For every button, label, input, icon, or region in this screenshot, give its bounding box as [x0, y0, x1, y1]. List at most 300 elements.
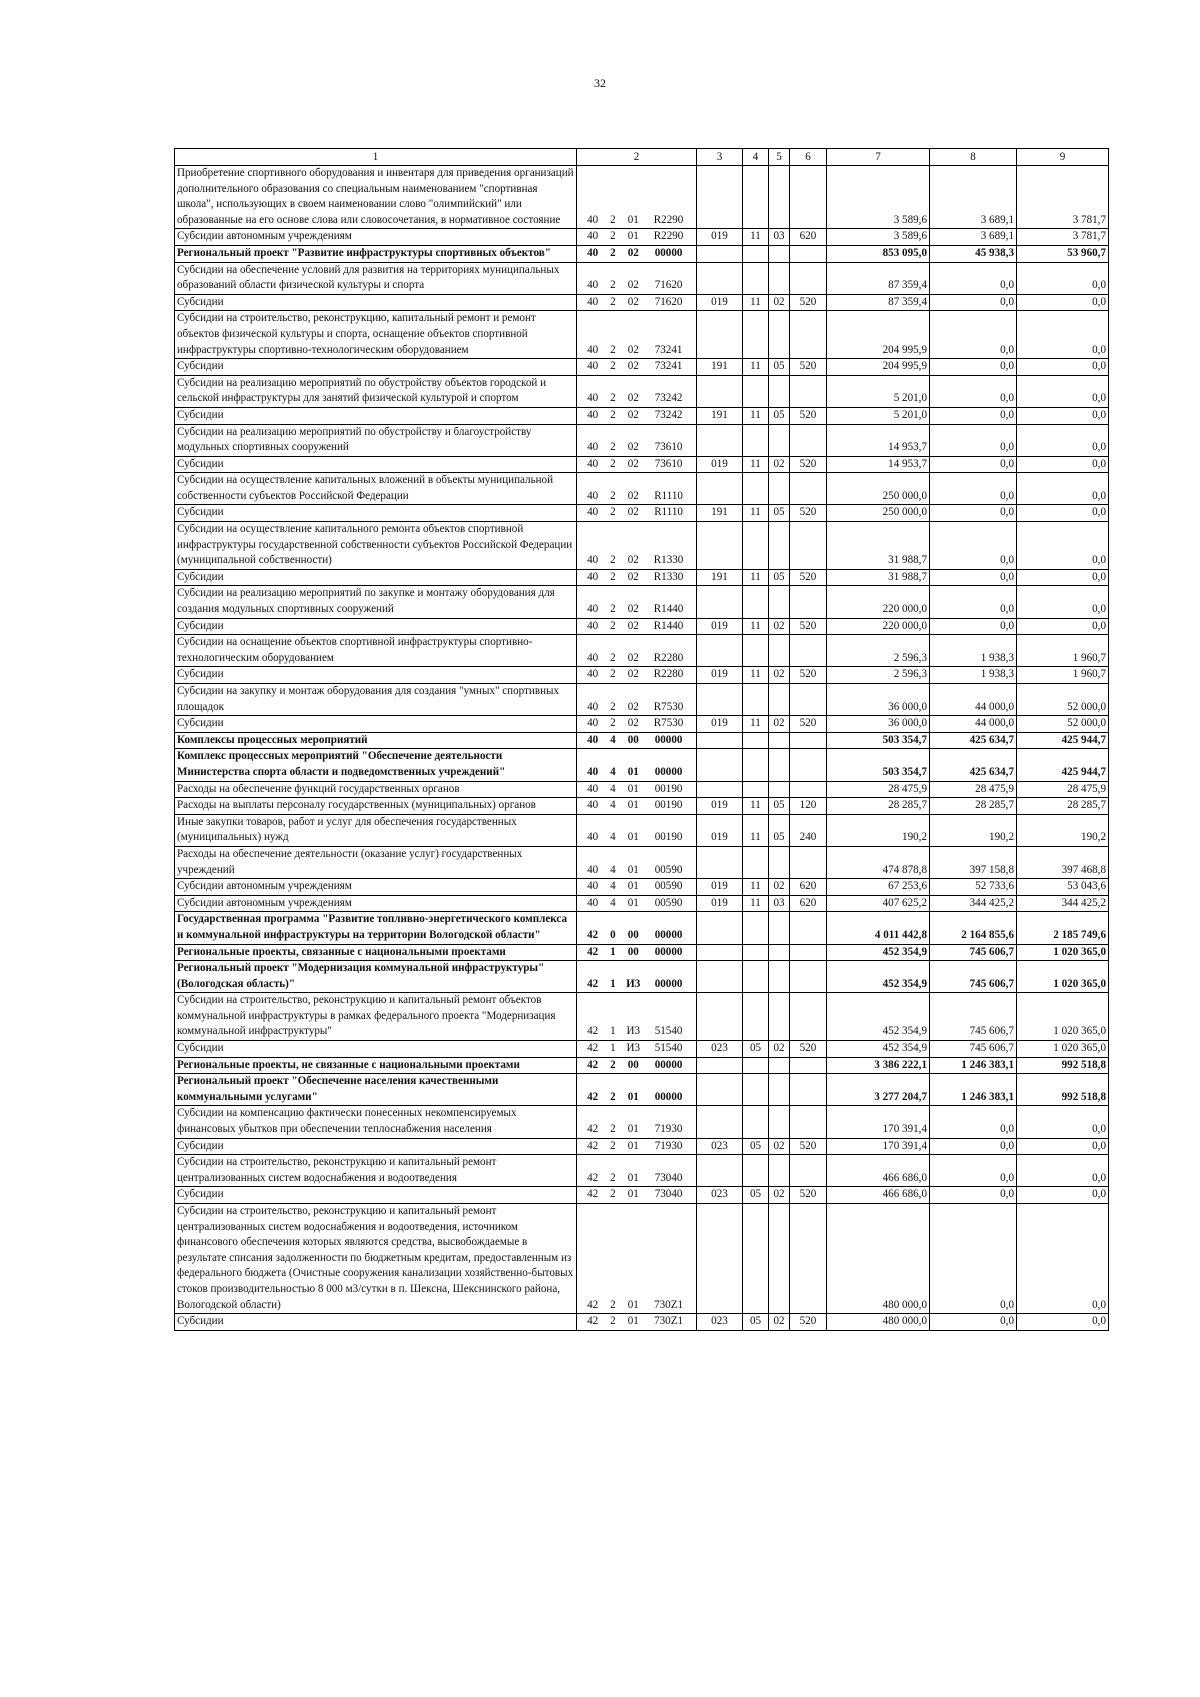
section-code	[743, 1204, 769, 1314]
code-part-p2: 2	[610, 230, 616, 243]
table-row	[175, 505, 1109, 522]
code-part-p2: 2	[610, 506, 616, 519]
amount-year-1: 3 589,6	[827, 166, 930, 229]
program-code-parts	[579, 343, 694, 359]
code-part-p2: 2	[610, 295, 616, 308]
section-code	[743, 732, 769, 749]
section-code: 11	[743, 667, 769, 684]
code-part-p4: 71620	[654, 295, 683, 308]
amount-year-1: 14 953,7	[827, 456, 930, 473]
expense-type-code	[790, 635, 827, 667]
program-code-parts	[579, 213, 694, 229]
code-part-p1: 40	[587, 295, 599, 308]
amount-year-3: 52 000,0	[1017, 716, 1109, 733]
amount-year-1: 2 596,3	[827, 667, 930, 684]
amount-year-3: 0,0	[1017, 407, 1109, 424]
expense-type-code: 120	[790, 798, 827, 815]
row-name: Субсидии автономным учреждениям	[175, 895, 577, 912]
table-row	[175, 407, 1109, 424]
code-part-p3: 02	[627, 392, 639, 405]
code-part-p2: 2	[610, 1123, 616, 1136]
grbs-code	[697, 781, 743, 798]
code-part-p3: 01	[627, 831, 639, 844]
code-part-p2: 2	[610, 441, 616, 454]
program-code-parts	[579, 570, 694, 586]
header-col-7: 7	[827, 149, 930, 166]
amount-year-1: 204 995,9	[827, 359, 930, 376]
program-code-parts	[579, 440, 694, 456]
table-row	[175, 473, 1109, 505]
section-code: 11	[743, 879, 769, 896]
section-code	[743, 1074, 769, 1106]
program-code	[577, 569, 697, 586]
section-code: 11	[743, 814, 769, 846]
amount-year-2: 0,0	[930, 522, 1017, 570]
amount-year-3: 425 944,7	[1017, 749, 1109, 781]
code-part-p2: 0	[610, 928, 616, 941]
amount-year-2: 1 246 383,1	[930, 1057, 1017, 1074]
code-part-p4: 73040	[654, 1171, 683, 1184]
table-row	[175, 846, 1109, 878]
amount-year-3: 52 000,0	[1017, 684, 1109, 716]
row-name: Государственная программа "Развитие топливно-энергетического комплекса и коммунальной инфраструктуры на территории Вологодской области"	[175, 912, 577, 944]
amount-year-1: 3 277 204,7	[827, 1074, 930, 1106]
code-part-p3: 00	[627, 928, 639, 941]
table-row	[175, 229, 1109, 246]
grbs-code: 019	[697, 667, 743, 684]
row-name: Расходы на выплаты персоналу государственных (муниципальных) органов	[175, 798, 577, 815]
code-part-p1: 42	[587, 1123, 599, 1136]
section-code	[743, 1057, 769, 1074]
expense-type-code	[790, 1106, 827, 1138]
section-code	[743, 684, 769, 716]
amount-year-1: 67 253,6	[827, 879, 930, 896]
section-code: 05	[743, 1041, 769, 1058]
code-part-p2: 2	[610, 1298, 616, 1311]
table-row	[175, 294, 1109, 311]
page-number: 32	[594, 76, 606, 90]
row-name: Субсидии	[175, 1314, 577, 1331]
amount-year-1: 480 000,0	[827, 1314, 930, 1331]
header-col-9: 9	[1017, 149, 1109, 166]
program-code	[577, 166, 697, 229]
code-part-p1: 40	[587, 246, 599, 259]
amount-year-3: 0,0	[1017, 1106, 1109, 1138]
code-part-p4: R1330	[653, 570, 684, 583]
grbs-code: 019	[697, 716, 743, 733]
table-row	[175, 1138, 1109, 1155]
row-name: Региональный проект "Модернизация коммунальной инфраструктуры" (Вологодская область)"	[175, 961, 577, 993]
program-code	[577, 1204, 697, 1314]
amount-year-2: 2 164 855,6	[930, 912, 1017, 944]
code-part-p2: 2	[610, 554, 616, 567]
grbs-code	[697, 635, 743, 667]
expense-type-code: 520	[790, 618, 827, 635]
subsection-code	[769, 781, 790, 798]
code-part-p1: 42	[587, 1042, 599, 1055]
amount-year-3: 992 518,8	[1017, 1074, 1109, 1106]
row-name: Субсидии	[175, 1187, 577, 1204]
section-code	[743, 993, 769, 1041]
code-part-p4: 730Z1	[654, 1315, 684, 1328]
code-part-p1: 40	[587, 489, 599, 502]
amount-year-3: 0,0	[1017, 359, 1109, 376]
code-part-p3: 01	[627, 1139, 639, 1152]
grbs-code	[697, 586, 743, 618]
code-part-p2: 2	[610, 1058, 616, 1071]
amount-year-1: 5 201,0	[827, 375, 930, 407]
code-part-p4: 73241	[654, 360, 683, 373]
row-name: Субсидии	[175, 359, 577, 376]
table-header-row	[175, 149, 1109, 166]
header-col-1: 1	[175, 149, 577, 166]
code-part-p3: 01	[627, 1090, 639, 1103]
table-body	[175, 166, 1109, 1331]
amount-year-2: 0,0	[930, 375, 1017, 407]
expense-type-code: 620	[790, 879, 827, 896]
code-part-p2: 1	[610, 1025, 616, 1038]
program-code-parts	[579, 391, 694, 407]
code-part-p2: 2	[610, 360, 616, 373]
code-part-p3: 00	[627, 733, 639, 746]
section-code	[743, 781, 769, 798]
code-part-p4: 00190	[654, 782, 683, 795]
expense-type-code: 520	[790, 1138, 827, 1155]
program-code	[577, 749, 697, 781]
table-row	[175, 798, 1109, 815]
section-code	[743, 166, 769, 229]
section-code	[743, 1155, 769, 1187]
program-code-parts	[579, 879, 694, 895]
code-part-p1: 40	[587, 408, 599, 421]
code-part-p2: 2	[610, 668, 616, 681]
table-row	[175, 1155, 1109, 1187]
code-part-p4: 73241	[654, 343, 683, 356]
program-code	[577, 311, 697, 359]
section-code: 11	[743, 569, 769, 586]
grbs-code: 023	[697, 1314, 743, 1331]
amount-year-2: 45 938,3	[930, 245, 1017, 262]
subsection-code: 02	[769, 1041, 790, 1058]
expense-type-code	[790, 912, 827, 944]
code-part-p1: 40	[587, 603, 599, 616]
code-part-p3: 02	[627, 570, 639, 583]
amount-year-3: 0,0	[1017, 294, 1109, 311]
amount-year-2: 0,0	[930, 473, 1017, 505]
table-row	[175, 262, 1109, 294]
row-name: Расходы на обеспечение деятельности (оказание услуг) государственных учреждений	[175, 846, 577, 878]
expense-type-code: 620	[790, 229, 827, 246]
expense-type-code	[790, 1204, 827, 1314]
amount-year-1: 31 988,7	[827, 522, 930, 570]
table-row	[175, 359, 1109, 376]
amount-year-3: 1 960,7	[1017, 635, 1109, 667]
row-name: Субсидии	[175, 667, 577, 684]
row-name: Субсидии на строительство, реконструкцию и капитальный ремонт централизованных систем водоснабжения и водоотведения	[175, 1155, 577, 1187]
amount-year-3: 992 518,8	[1017, 1057, 1109, 1074]
amount-year-3: 3 781,7	[1017, 166, 1109, 229]
code-part-p1: 40	[587, 831, 599, 844]
amount-year-2: 0,0	[930, 294, 1017, 311]
amount-year-2: 44 000,0	[930, 684, 1017, 716]
header-col-5: 5	[769, 149, 790, 166]
code-part-p4: 00000	[654, 1090, 683, 1103]
code-part-p4: 00000	[654, 977, 683, 990]
amount-year-3: 0,0	[1017, 505, 1109, 522]
amount-year-3: 0,0	[1017, 424, 1109, 456]
section-code	[743, 375, 769, 407]
subsection-code: 02	[769, 879, 790, 896]
code-part-p3: 02	[627, 457, 639, 470]
section-code: 11	[743, 895, 769, 912]
code-part-p1: 42	[587, 945, 599, 958]
program-code	[577, 1187, 697, 1204]
amount-year-2: 0,0	[930, 569, 1017, 586]
amount-year-3: 1 020 365,0	[1017, 1041, 1109, 1058]
program-code	[577, 798, 697, 815]
program-code	[577, 732, 697, 749]
amount-year-2: 3 689,1	[930, 229, 1017, 246]
amount-year-2: 397 158,8	[930, 846, 1017, 878]
program-code	[577, 781, 697, 798]
row-name: Субсидии на осуществление капитальных вложений в объекты муниципальной собственности субъектов Российской Федерации	[175, 473, 577, 505]
subsection-code: 02	[769, 456, 790, 473]
row-name: Субсидии на компенсацию фактически понесенных некомпенсируемых финансовых убытков при обеспечении теплоснабжения населения	[175, 1106, 577, 1138]
subsection-code	[769, 424, 790, 456]
amount-year-1: 250 000,0	[827, 473, 930, 505]
grbs-code	[697, 166, 743, 229]
code-part-p2: 2	[610, 489, 616, 502]
program-code	[577, 667, 697, 684]
table-row	[175, 618, 1109, 635]
amount-year-1: 503 354,7	[827, 732, 930, 749]
amount-year-1: 466 686,0	[827, 1155, 930, 1187]
code-part-p4: 73242	[654, 392, 683, 405]
table-row	[175, 245, 1109, 262]
expense-type-code	[790, 311, 827, 359]
row-name: Субсидии на реализацию мероприятий по обустройству объектов городской и сельской инфраструктуры для занятий физической культурой и спортом	[175, 375, 577, 407]
amount-year-1: 3 589,6	[827, 229, 930, 246]
program-code	[577, 635, 697, 667]
program-code	[577, 262, 697, 294]
table-row	[175, 667, 1109, 684]
program-code-parts	[579, 651, 694, 667]
amount-year-2: 0,0	[930, 262, 1017, 294]
program-code	[577, 359, 697, 376]
row-name: Расходы на обеспечение функций государственных органов	[175, 781, 577, 798]
subsection-code: 03	[769, 229, 790, 246]
expense-type-code	[790, 166, 827, 229]
code-part-p3: 00	[627, 945, 639, 958]
grbs-code: 191	[697, 359, 743, 376]
amount-year-3: 1 020 365,0	[1017, 961, 1109, 993]
amount-year-3: 28 475,9	[1017, 781, 1109, 798]
code-part-p1: 40	[587, 570, 599, 583]
amount-year-2: 3 689,1	[930, 166, 1017, 229]
code-part-p4: 00590	[654, 880, 683, 893]
code-part-p1: 40	[587, 765, 599, 778]
program-code-parts	[579, 278, 694, 294]
amount-year-1: 28 285,7	[827, 798, 930, 815]
code-part-p1: 40	[587, 619, 599, 632]
subsection-code: 05	[769, 359, 790, 376]
header-col-2: 2	[577, 149, 697, 166]
subsection-code: 05	[769, 569, 790, 586]
program-code-parts	[579, 408, 694, 424]
subsection-code	[769, 846, 790, 878]
grbs-code: 019	[697, 798, 743, 815]
expense-type-code	[790, 1074, 827, 1106]
amount-year-1: 190,2	[827, 814, 930, 846]
program-code	[577, 229, 697, 246]
code-part-p1: 42	[587, 1090, 599, 1103]
grbs-code: 019	[697, 618, 743, 635]
code-part-p1: 40	[587, 457, 599, 470]
code-part-p1: 40	[587, 651, 599, 664]
expense-type-code: 520	[790, 294, 827, 311]
code-part-p3: 02	[627, 279, 639, 292]
code-part-p4: 71930	[654, 1123, 683, 1136]
program-code-parts	[579, 602, 694, 618]
code-part-p2: 2	[610, 1171, 616, 1184]
amount-year-2: 425 634,7	[930, 732, 1017, 749]
amount-year-2: 52 733,6	[930, 879, 1017, 896]
code-part-p4: 730Z1	[654, 1298, 684, 1311]
expense-type-code: 520	[790, 1041, 827, 1058]
program-code	[577, 944, 697, 961]
amount-year-1: 220 000,0	[827, 586, 930, 618]
row-name: Региональный проект "Развитие инфраструктуры спортивных объектов"	[175, 245, 577, 262]
expense-type-code	[790, 375, 827, 407]
budget-table	[174, 148, 1109, 1331]
program-code-parts	[579, 733, 694, 749]
amount-year-1: 452 354,9	[827, 993, 930, 1041]
table-row	[175, 944, 1109, 961]
code-part-p2: 2	[610, 603, 616, 616]
amount-year-3: 0,0	[1017, 1187, 1109, 1204]
amount-year-3: 0,0	[1017, 473, 1109, 505]
table-row	[175, 895, 1109, 912]
code-part-p3: 02	[627, 343, 639, 356]
grbs-code	[697, 522, 743, 570]
grbs-code	[697, 1057, 743, 1074]
section-code	[743, 311, 769, 359]
program-code	[577, 522, 697, 570]
program-code-parts	[579, 928, 694, 944]
subsection-code	[769, 912, 790, 944]
code-part-p4: R2290	[653, 213, 684, 226]
grbs-code	[697, 732, 743, 749]
grbs-code: 019	[697, 229, 743, 246]
code-part-p2: 2	[610, 717, 616, 730]
program-code-parts	[579, 457, 694, 473]
section-code	[743, 473, 769, 505]
code-part-p2: 4	[610, 831, 616, 844]
code-part-p4: 00190	[654, 831, 683, 844]
program-code	[577, 456, 697, 473]
amount-year-1: 452 354,9	[827, 961, 930, 993]
code-part-p3: 00	[627, 1058, 639, 1071]
section-code	[743, 961, 769, 993]
expense-type-code	[790, 1057, 827, 1074]
amount-year-3: 0,0	[1017, 311, 1109, 359]
code-part-p3: 01	[627, 765, 639, 778]
table-row	[175, 993, 1109, 1041]
subsection-code	[769, 1204, 790, 1314]
code-part-p2: 2	[610, 392, 616, 405]
subsection-code	[769, 993, 790, 1041]
code-part-p3: 02	[627, 668, 639, 681]
amount-year-3: 1 020 365,0	[1017, 944, 1109, 961]
grbs-code: 019	[697, 814, 743, 846]
subsection-code: 05	[769, 798, 790, 815]
grbs-code: 019	[697, 895, 743, 912]
code-part-p2: 1	[610, 1042, 616, 1055]
code-part-p1: 42	[587, 1171, 599, 1184]
program-code	[577, 1057, 697, 1074]
amount-year-2: 0,0	[930, 586, 1017, 618]
table-row	[175, 456, 1109, 473]
program-code	[577, 1138, 697, 1155]
program-code-parts	[579, 489, 694, 505]
grbs-code	[697, 262, 743, 294]
amount-year-1: 170 391,4	[827, 1106, 930, 1138]
code-part-p2: 2	[610, 1188, 616, 1201]
program-code	[577, 505, 697, 522]
expense-type-code: 520	[790, 505, 827, 522]
amount-year-2: 44 000,0	[930, 716, 1017, 733]
program-code	[577, 912, 697, 944]
section-code	[743, 262, 769, 294]
code-part-p4: 73242	[654, 408, 683, 421]
grbs-code: 191	[697, 569, 743, 586]
code-part-p3: 02	[627, 246, 639, 259]
program-code-parts	[579, 716, 694, 732]
section-code	[743, 749, 769, 781]
code-part-p4: R1110	[654, 506, 683, 519]
expense-type-code	[790, 684, 827, 716]
code-part-p1: 40	[587, 880, 599, 893]
amount-year-2: 745 606,7	[930, 961, 1017, 993]
grbs-code: 191	[697, 505, 743, 522]
program-code-parts	[579, 619, 694, 635]
amount-year-1: 452 354,9	[827, 1041, 930, 1058]
section-code	[743, 245, 769, 262]
code-part-p2: 4	[610, 880, 616, 893]
grbs-code	[697, 311, 743, 359]
program-code-parts	[579, 945, 694, 961]
amount-year-2: 0,0	[930, 311, 1017, 359]
code-part-p3: 02	[627, 295, 639, 308]
code-part-p2: 4	[610, 863, 616, 876]
code-part-p2: 4	[610, 896, 616, 909]
code-part-p3: 02	[627, 506, 639, 519]
expense-type-code	[790, 961, 827, 993]
grbs-code	[697, 993, 743, 1041]
program-code-parts	[579, 1024, 694, 1040]
amount-year-3: 0,0	[1017, 1138, 1109, 1155]
code-part-p2: 4	[610, 799, 616, 812]
program-code-parts	[579, 977, 694, 993]
row-name: Субсидии	[175, 505, 577, 522]
amount-year-2: 28 475,9	[930, 781, 1017, 798]
program-code-parts	[579, 667, 694, 683]
grbs-code	[697, 961, 743, 993]
row-name: Субсидии на строительство, реконструкцию и капитальный ремонт централизованных систем водоснабжения и водоотведения, источником финансового обеспечения которых являются средства, высвобождаемые в результате списания задолженности по бюджетным кредитам, предоставленным из федерального бюджета (Очистные сооружения канализации хозяйственно-бытовых стоков производительностью 8 000 м3/сутки в п. Шексна, Шекснинского района, Вологодской области)	[175, 1204, 577, 1314]
program-code	[577, 473, 697, 505]
amount-year-3: 0,0	[1017, 1314, 1109, 1331]
expense-type-code: 520	[790, 407, 827, 424]
